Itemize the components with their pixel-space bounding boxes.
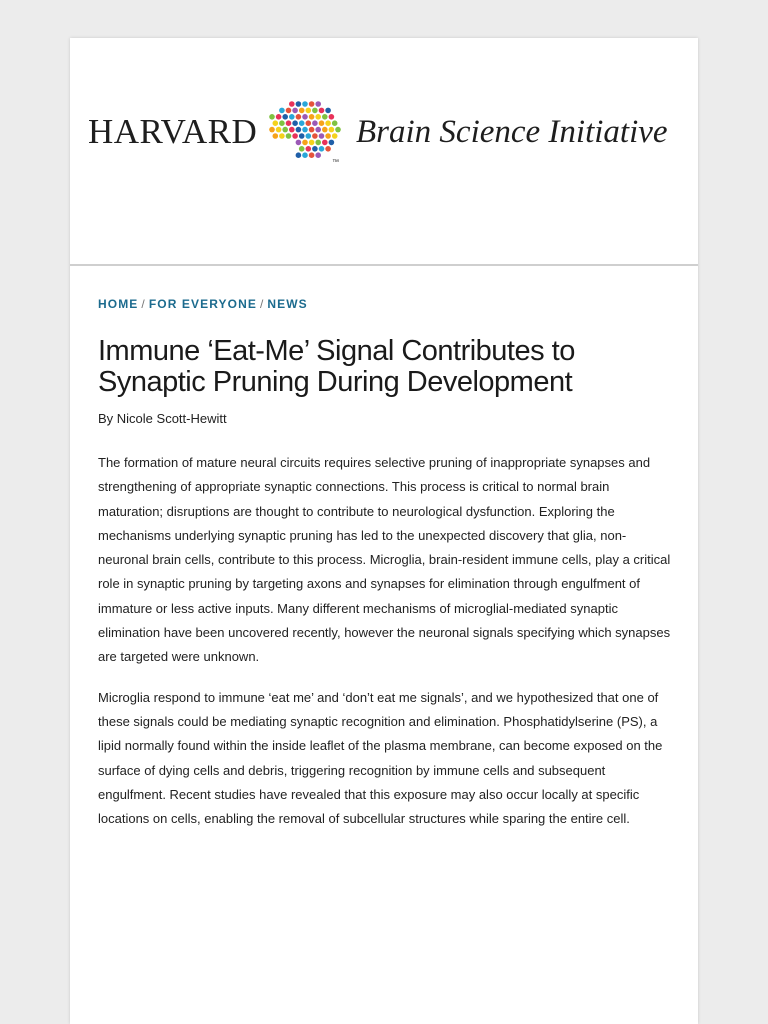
breadcrumb [98,296,672,312]
article-title: Immune ‘Eat-Me’ Signal Contributes to Synaptic Pruning During Development [98,335,575,398]
site-header [70,38,698,266]
article-paragraph: Microglia respond to immune ‘eat me’ and ‘don’t eat me signals’, and we hypothesized that one of these signals could be mediating synaptic recognition and elimination. Phosphatidylserine (PS), a lipid normally found within the inside leaflet of the plasma membrane, can become exposed on the surface of dying cells and debris, triggering recognition by immune cells and subsequent engulfment. Recent studies have revealed that this exposure may also occur locally at specific locations on cells, enabling the removal of subcellular structures while sparing the entire cell. [98,689,663,827]
svg-text:™: ™ [332,159,339,166]
breadcrumb-separator: / [141,297,146,311]
breadcrumb-news-link[interactable]: NEWS [267,297,308,311]
logo-tagline: Brain Science Initiative [356,114,668,150]
article-content [98,296,672,831]
logo-harvard-wordmark: HARVARD [88,112,258,151]
site-logo-link[interactable] [88,98,688,170]
article-paragraph: The formation of mature neural circuits requires selective pruning of inappropriate synapses and strengthening of appropriate synaptic connections. This process is critical to normal brain maturation; disruptions are thought to contribute to neurological dysfunction. Exploring the mechanisms underlying synaptic pruning has led to the unexpected discovery that glia, non-neuronal brain cells, contribute to this process. Microglia, brain-resident immune cells, play a critical role in synaptic pruning by targeting axons and synapses for elimination through engulfment of immature or less active inputs. Many different mechanisms of microglial-mediated synaptic elimination have been uncovered recently, however the neuronal signals specifying which synapses are targeted were unknown. [98,455,671,665]
breadcrumb-home-link[interactable]: HOME [98,297,139,311]
breadcrumb-separator: / [259,297,265,311]
brain-dots-icon [266,98,346,170]
page-card [70,38,698,1024]
breadcrumb-for-everyone-link[interactable]: FOR EVERYONE [148,297,257,311]
article-byline: By Nicole Scott-Hewitt [98,411,227,426]
